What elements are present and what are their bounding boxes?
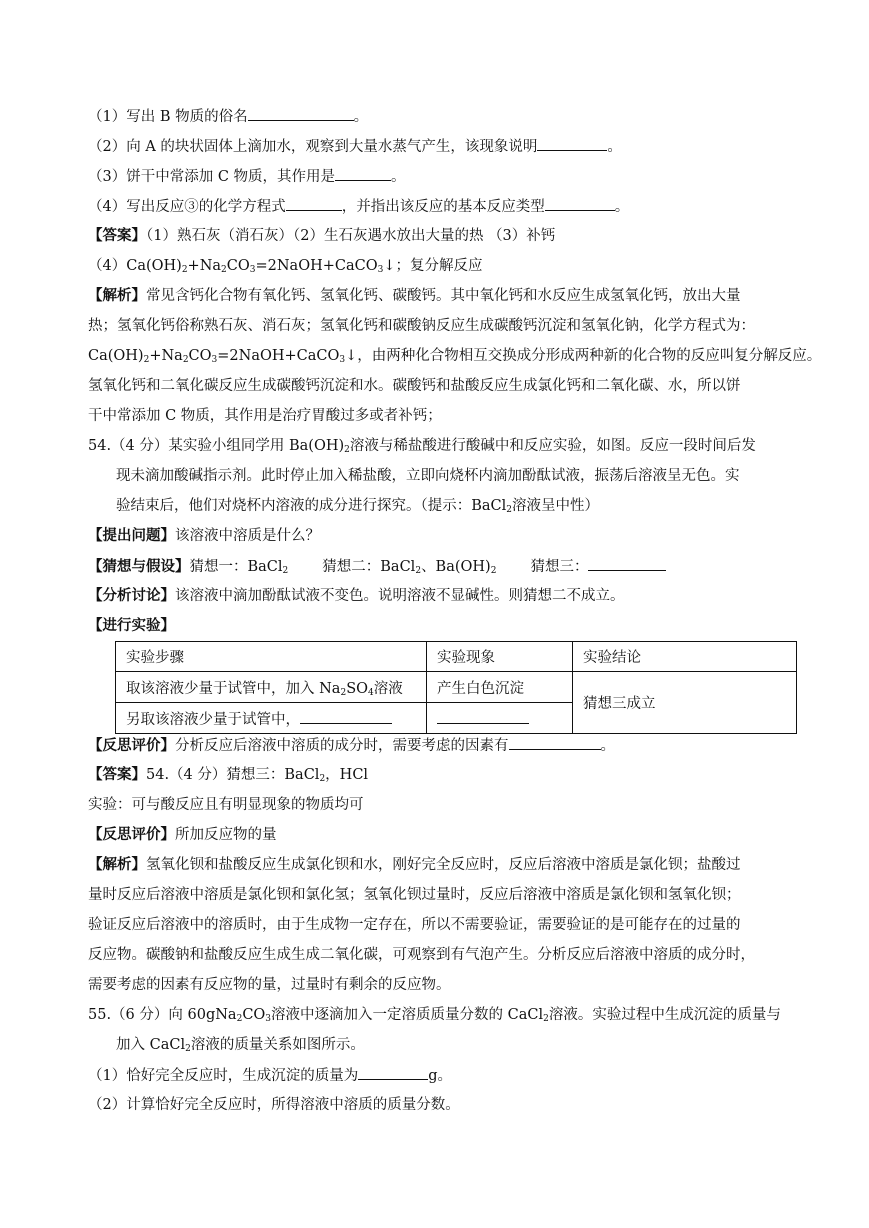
table-cell-conclusion: 猜想三成立 — [573, 672, 797, 734]
analysis-54-line2: 量时反应后溶液中溶质是氯化钡和氯化氢；氢氧化钡过量时，反应后溶液中溶质是氯化钡和氢氧化钡； — [88, 887, 741, 903]
q55-line1: 55.（6 分）向 $60gNa_2CO_3$溶液中逐滴加入一定溶质质量分数的 CaCl$_2$溶液。实验过程中生成沉淀的质量与 — [88, 1007, 781, 1024]
analysis-54-line3: 验证反应后溶液中的溶质时，由于生成物一定存在，所以不需要验证，需要验证的是可能存在的过量的 — [88, 917, 741, 933]
table-header-conclusion: 实验结论 — [573, 642, 797, 672]
q54-guesses: 【猜想与假设】猜想一：BaCl$_2$ 猜想二：BaCl$_2$、$Ba(OH)_2$ 猜想三： — [88, 556, 666, 581]
q54-reflection: 【反思评价】分析反应后溶液中溶质的成分时，需要考虑的因素有 。 — [88, 737, 615, 754]
answer-54-reflection: 【反思评价】所加反应物的量 — [88, 826, 277, 843]
q53-sub1: （1）写出 B 物质的俗名 。 — [88, 106, 368, 127]
q54-discussion: 【分析讨论】该溶液中滴加酚酞试液不变色。说明溶液不显碱性。则猜想二不成立。 — [88, 587, 625, 604]
q55-sub1: （1）恰好完全反应时，生成沉淀的质量为 g。 — [88, 1065, 452, 1086]
analysis-53-line3: $Ca(OH)_2+Na_2CO_3=2NaOH+CaCO_3↓$，由两种化合物相互交换成分形成两种新的化合物的反应叫复分解反应。 — [88, 348, 822, 365]
analysis-54-line4: 反应物。碳酸钠和盐酸反应生成生成二氧化碳，可观察到有气泡产生。分析反应后溶液中溶质的成分时， — [88, 947, 755, 963]
analysis-53-line2: 热；氢氧化钙俗称熟石灰、消石灰；氢氧化钙和碳酸钠反应生成碳酸钙沉淀和氢氧化钠，化学方程式为： — [88, 318, 755, 334]
table-cell-step2: 另取该溶液少量于试管中， — [116, 703, 427, 734]
answer-53-line1: 【答案】（1）熟石灰（消石灰）（2）生石灰遇水放出大量的热 （3）补钙 — [88, 227, 556, 244]
q54-line1: 54.（4 分）某实验小组同学用 $Ba(OH)_2$溶液与稀盐酸进行酸碱中和反应实验，如图。反应一段时间后发 — [88, 438, 756, 455]
analysis-label: 【解析】 — [88, 287, 146, 304]
experiment-table — [115, 641, 797, 734]
answer-54-experiment: 实验：可与酸反应且有明显现象的物质均可 — [88, 797, 364, 813]
table-cell-step1: 取该溶液少量于试管中，加入 $Na_2SO_4$溶液 — [116, 672, 427, 703]
table-header-steps: 实验步骤 — [116, 642, 427, 672]
q54-line2: 现未滴加酸碱指示剂。此时停止加入稀盐酸，立即向烧杯内滴加酚酞试液，振荡后溶液呈无色。实 — [116, 468, 740, 484]
table-row — [116, 672, 797, 703]
q54-line3: 验结束后，他们对烧杯内溶液的成分进行探究。（提示：BaCl$_2$溶液呈中性） — [116, 498, 600, 515]
table-header-row — [116, 642, 797, 672]
analysis-54-line1: 【解析】氢氧化钡和盐酸反应生成氯化钡和水，刚好完全反应时，反应后溶液中溶质是氯化钡；盐酸过 — [88, 856, 741, 873]
q54-problem: 【提出问题】该溶液中溶质是什么？ — [88, 527, 320, 544]
answer-54-line1: 【答案】54.（4 分）猜想三：BaCl$_2$，HCl — [88, 766, 369, 784]
q53-sub2: （2）向 A 的块状固体上滴加水，观察到大量水蒸气产生，该现象说明 。 — [88, 136, 622, 157]
table-cell-phenomenon2 — [427, 703, 573, 734]
analysis-53-line4: 氢氧化钙和二氧化碳反应生成碳酸钙沉淀和水。碳酸钙和盐酸反应生成氯化钙和二氧化碳、水，所以饼 — [88, 378, 741, 394]
table-header-phenomenon: 实验现象 — [427, 642, 573, 672]
q55-sub2: （2）计算恰好完全反应时，所得溶液中溶质的质量分数。 — [88, 1097, 460, 1113]
analysis-53-line1: 【解析】常见含钙化合物有氧化钙、氢氧化钙、碳酸钙。其中氧化钙和水反应生成氢氧化钙，放出大量 — [88, 287, 741, 304]
q53-sub4: （4）写出反应③的化学方程式 ，并指出该反应的基本反应类型 。 — [88, 196, 629, 217]
analysis-53-line5: 干中常添加 C 物质，其作用是治疗胃酸过多或者补钙； — [88, 408, 442, 424]
q54-experiment-label: 【进行实验】 — [88, 617, 175, 634]
answer-53-line2: $(4)Ca(OH)_2+Na_2CO_3=2NaOH+CaCO_3↓$；复分解反应 — [88, 258, 483, 275]
answer-label: 【答案】 — [88, 227, 146, 244]
table-cell-phenomenon1: 产生白色沉淀 — [427, 672, 573, 703]
q53-sub3: （3）饼干中常添加 C 物质，其作用是 。 — [88, 166, 406, 187]
analysis-54-line5: 需要考虑的因素有反应物的量，过量时有剩余的反应物。 — [88, 977, 451, 993]
q55-line2: 加入 CaCl$_2$溶液的质量关系如图所示。 — [116, 1037, 365, 1054]
